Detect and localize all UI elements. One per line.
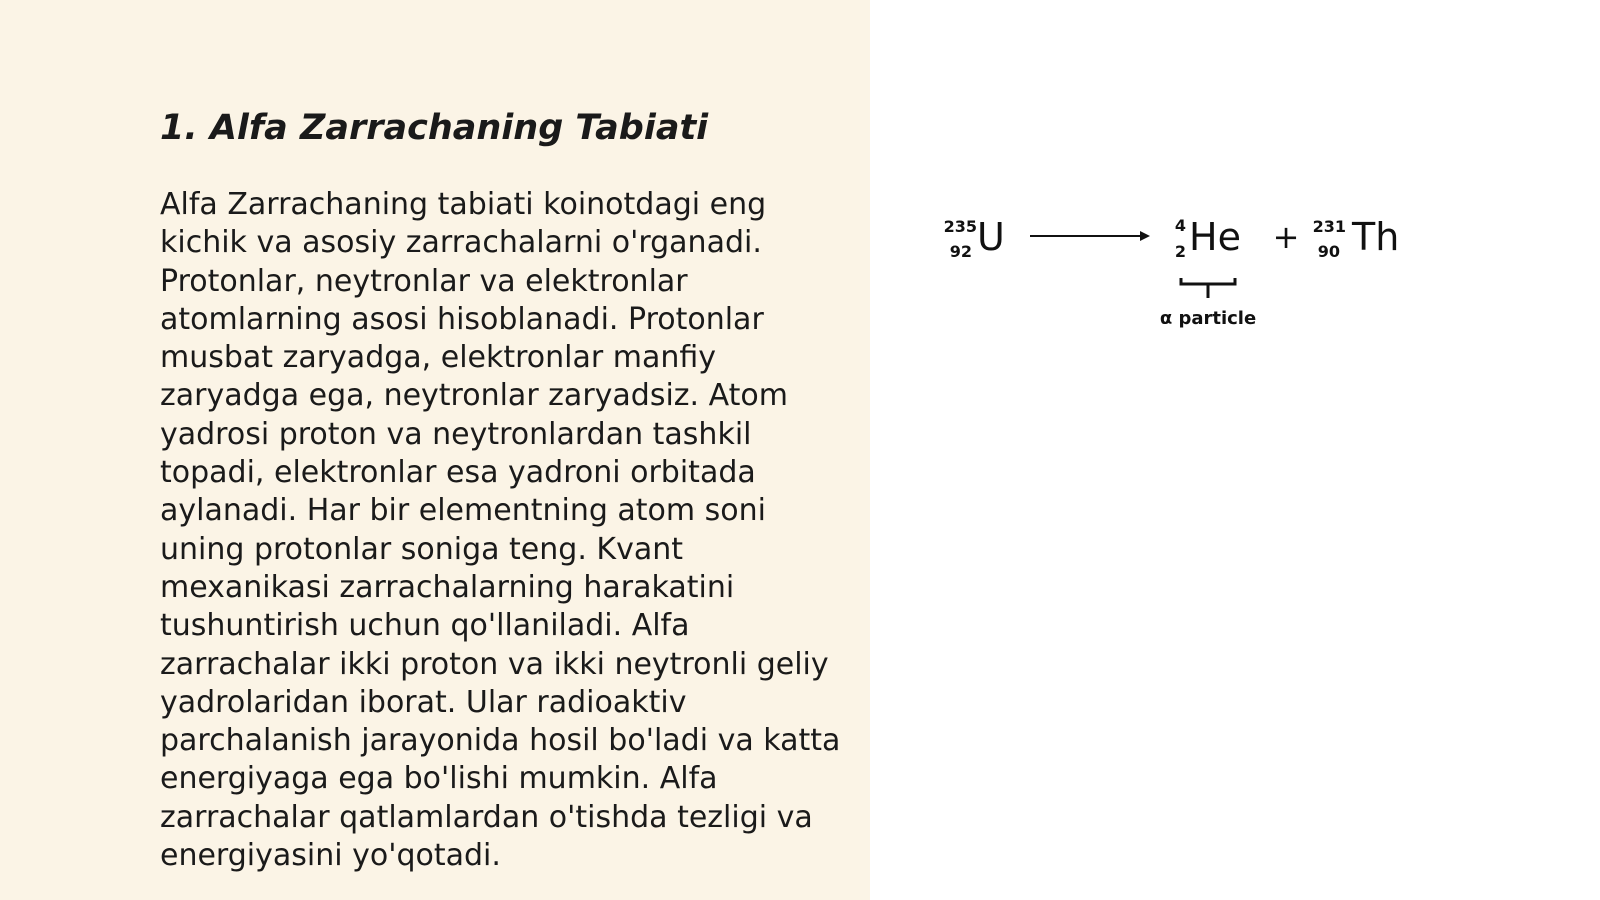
alpha-bracket	[1181, 278, 1235, 298]
uranium-atomic-number: 92	[949, 242, 972, 261]
plus-sign: +	[1272, 218, 1300, 256]
thorium-symbol: Th	[1352, 215, 1400, 259]
thorium-atomic-number: 90	[1317, 242, 1340, 261]
thorium-mass-number: 231	[1312, 217, 1346, 236]
helium-mass-number: 4	[1174, 216, 1186, 235]
alpha-decay-equation	[943, 200, 1430, 340]
uranium-symbol: U	[977, 215, 1005, 259]
slide-title: 1. Alfa Zarrachaning Tabiati	[160, 108, 709, 148]
slide-body-text: Alfa Zarrachaning tabiati koinotdagi eng kichik va asosiy zarrachalarni o'rganadi. Protonlar, neytronlar va elektronlar atomlarning asosi hisoblanadi. Protonlar musbat zaryadga, elektronlar manfiy zaryadga ega, neytronlar zaryadsiz. Atom yadrosi proton va neytronlardan tashkil topadi, elektronlar esa yadroni orbitada aylanadi. Har bir elementning atom soni uning protonlar soniga teng. Kvant mexanikasi zarrachalarning harakatini tushuntirish uchun qo'llaniladi. Alfa zarrachalar ikki proton va ikki neytronli geliy yadrolaridan iborat. Ular radioaktiv parchalanish jarayonida hosil bo'ladi va katta energiyaga ega bo'lishi mumkin. Alfa zarrachalar qatlamlardan o'tishda tezligi va energiyasini yo'qotadi.	[160, 187, 841, 874]
reaction-arrow-head	[1140, 231, 1150, 241]
alpha-particle-label: α particle	[1159, 308, 1257, 329]
figure-panel	[870, 0, 1600, 900]
uranium-mass-number: 235	[943, 217, 977, 236]
helium-symbol: He	[1189, 215, 1241, 259]
helium-atomic-number: 2	[1174, 242, 1186, 261]
